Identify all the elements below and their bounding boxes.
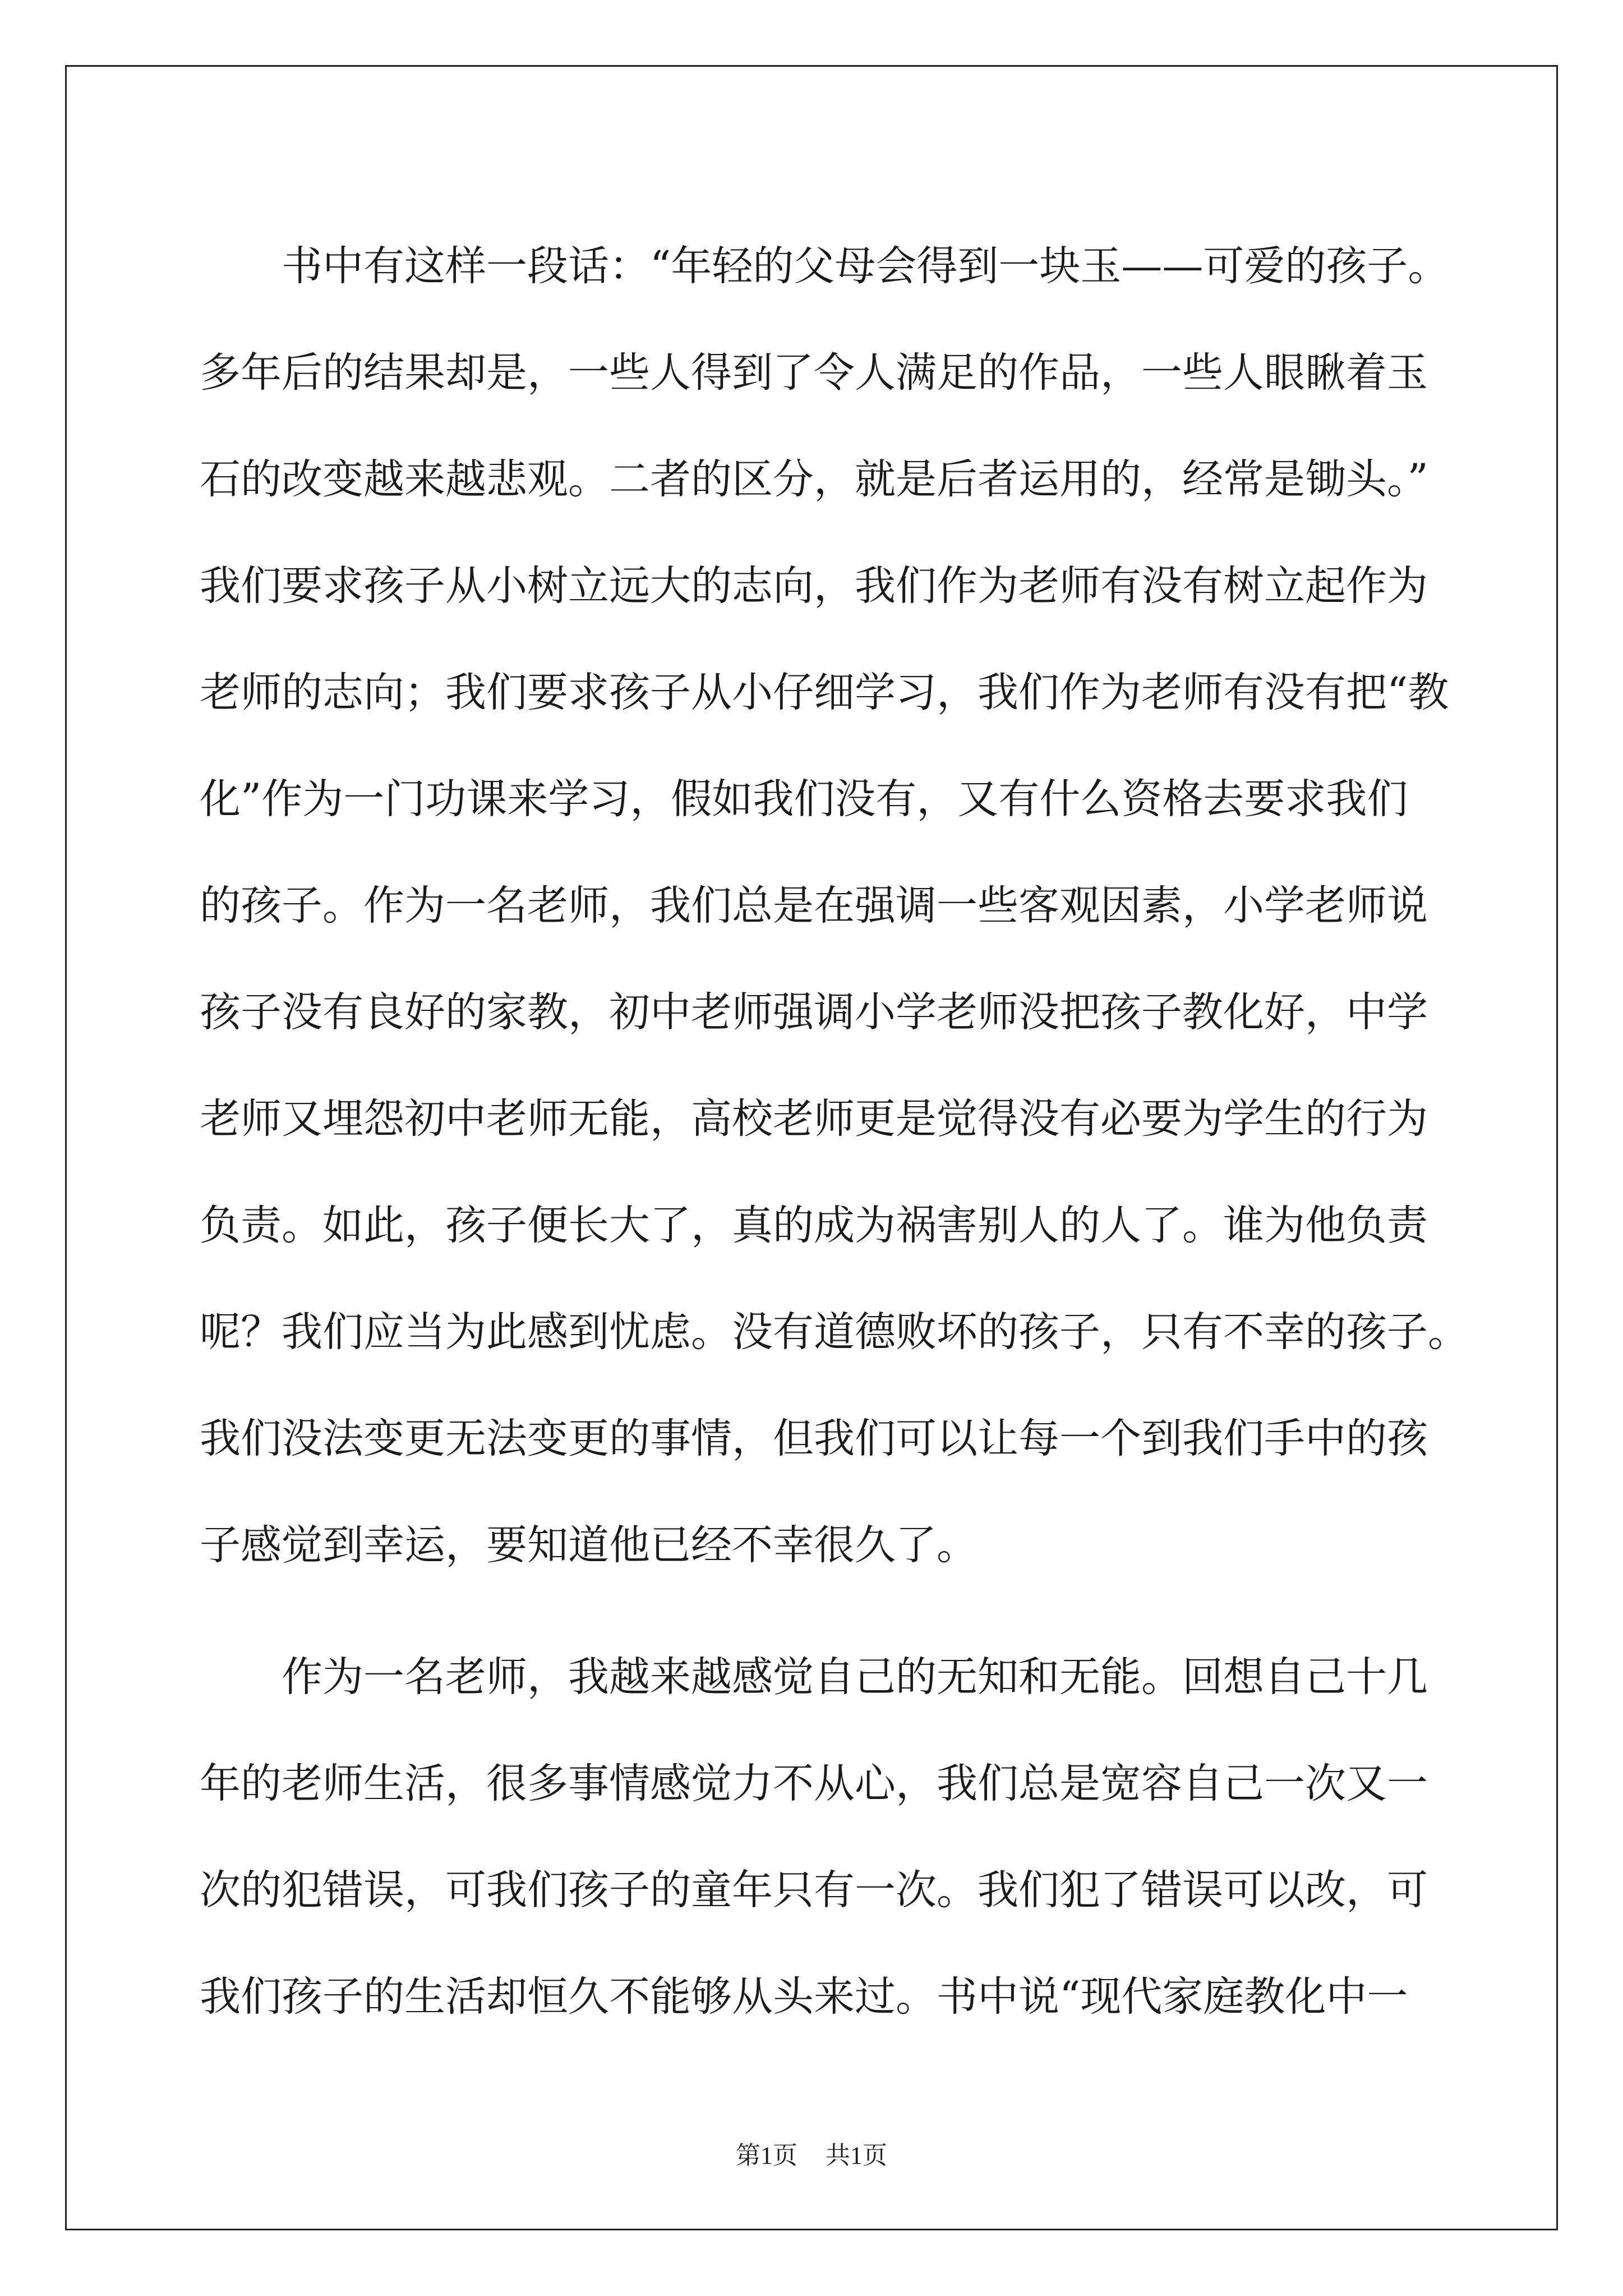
text-line: 化”作为一门功课来学习，假如我们没有，又有什么资格去要求我们 bbox=[200, 775, 1408, 823]
document-body bbox=[200, 213, 1469, 2050]
text-line: 我们要求孩子从小树立远大的志向，我们作为老师有没有树立起作为 bbox=[200, 562, 1428, 610]
text-line: 子感觉到幸运，要知道他已经不幸很久了。 bbox=[200, 1521, 978, 1569]
text-line: 负责。如此，孩子便长大了，真的成为祸害别人的人了。谁为他负责 bbox=[200, 1202, 1428, 1249]
text-line: 孩子没有良好的家教，初中老师强调小学老师没把孩子教化好，中学 bbox=[200, 988, 1428, 1036]
text-line: 的孩子。作为一名老师，我们总是在强调一些客观因素，小学老师说 bbox=[200, 882, 1428, 930]
text-line: 呢？我们应当为此感到忧虑。没有道德败坏的孩子，只有不幸的孩子。 bbox=[200, 1308, 1469, 1356]
text-line: 老师又埋怨初中老师无能，高校老师更是觉得没有必要为学生的行为 bbox=[200, 1095, 1428, 1143]
page-total: 共1页 bbox=[826, 2142, 887, 2169]
text-line: 书中有这样一段话：“年轻的父母会得到一块玉——可爱的孩子。 bbox=[200, 242, 1449, 290]
text-line: 石的改变越来越悲观。二者的区分，就是后者运用的，经常是锄头。” bbox=[200, 455, 1428, 503]
page-number: 第1页 bbox=[736, 2142, 797, 2169]
text-line: 年的老师生活，很多事情感觉力不从心，我们总是宽容自己一次又一 bbox=[200, 1760, 1428, 1807]
text-line: 次的犯错误，可我们孩子的童年只有一次。我们犯了错误可以改，可 bbox=[200, 1866, 1428, 1914]
paragraph-1 bbox=[200, 213, 1469, 1599]
paragraph-2 bbox=[200, 1624, 1433, 2050]
text-line: 老师的志向；我们要求孩子从小仔细学习，我们作为老师有没有把“教 bbox=[200, 669, 1449, 716]
page-footer bbox=[0, 2135, 1623, 2171]
paragraph-spacer bbox=[200, 1599, 1433, 1624]
text-line: 多年后的结果却是，一些人得到了令人满足的作品，一些人眼瞅着玉 bbox=[200, 349, 1428, 397]
text-line: 我们没法变更无法变更的事情，但我们可以让每一个到我们手中的孩 bbox=[200, 1415, 1428, 1462]
text-line: 作为一名老师，我越来越感觉自己的无知和无能。回想自己十几 bbox=[200, 1653, 1428, 1701]
text-line: 我们孩子的生活却恒久不能够从头来过。书中说“现代家庭教化中一 bbox=[200, 1973, 1408, 2021]
